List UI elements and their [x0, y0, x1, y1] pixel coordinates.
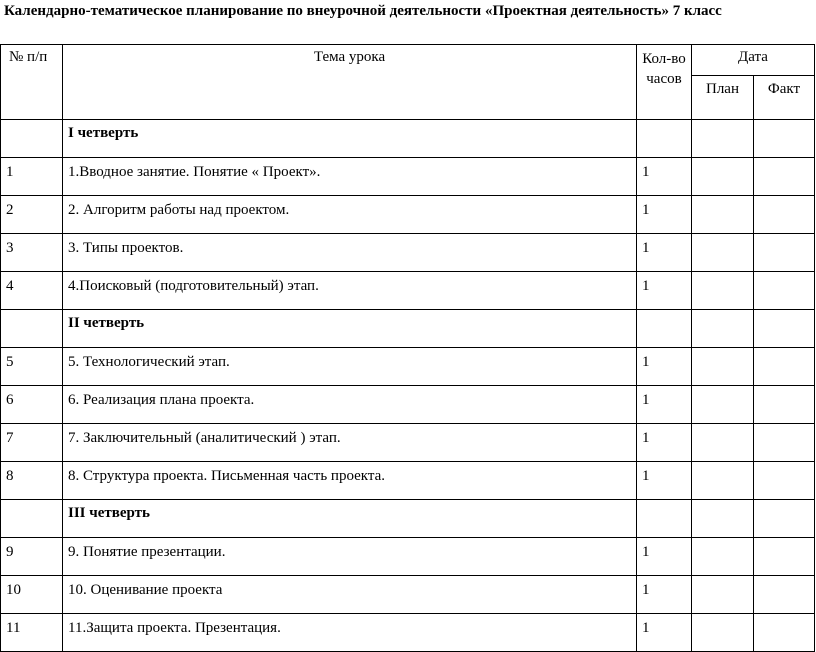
- row-number-cell: 7: [1, 424, 63, 462]
- fact-date-cell: [754, 234, 815, 272]
- fact-date-cell: [754, 158, 815, 196]
- lesson-theme-cell: 11.Защита проекта. Презентация.: [63, 614, 637, 652]
- row-number-cell: 4: [1, 272, 63, 310]
- plan-date-cell: [692, 120, 754, 158]
- hours-cell: 1: [637, 462, 692, 500]
- quarter-title-cell: III четверть: [63, 500, 637, 538]
- hours-cell: 1: [637, 538, 692, 576]
- plan-date-cell: [692, 310, 754, 348]
- plan-date-cell: [692, 196, 754, 234]
- row-number-cell: 1: [1, 158, 63, 196]
- fact-date-cell: [754, 196, 815, 234]
- table-body: [1, 120, 815, 652]
- header-num: № п/п: [1, 45, 63, 120]
- row-number-cell: 9: [1, 538, 63, 576]
- table-row: [1, 424, 815, 462]
- row-number-cell: [1, 120, 63, 158]
- fact-date-cell: [754, 500, 815, 538]
- plan-date-cell: [692, 158, 754, 196]
- plan-date-cell: [692, 462, 754, 500]
- table-row: [1, 272, 815, 310]
- hours-cell: 1: [637, 234, 692, 272]
- lesson-theme-cell: 9. Понятие презентации.: [63, 538, 637, 576]
- row-number-cell: [1, 310, 63, 348]
- row-number-cell: 5: [1, 348, 63, 386]
- table-row: [1, 614, 815, 652]
- fact-date-cell: [754, 120, 815, 158]
- hours-cell: [637, 120, 692, 158]
- hours-cell: [637, 500, 692, 538]
- plan-date-cell: [692, 538, 754, 576]
- plan-date-cell: [692, 348, 754, 386]
- header-plan: План: [692, 76, 754, 120]
- plan-date-cell: [692, 272, 754, 310]
- table-row: [1, 576, 815, 614]
- fact-date-cell: [754, 386, 815, 424]
- row-number-cell: [1, 500, 63, 538]
- lesson-theme-cell: 4.Поисковый (подготовительный) этап.: [63, 272, 637, 310]
- lesson-theme-cell: 10. Оценивание проекта: [63, 576, 637, 614]
- table-row: [1, 538, 815, 576]
- hours-cell: 1: [637, 272, 692, 310]
- table-row: [1, 158, 815, 196]
- quarter-title-cell: I четверть: [63, 120, 637, 158]
- quarter-row: [1, 500, 815, 538]
- fact-date-cell: [754, 348, 815, 386]
- lesson-theme-cell: 1.Вводное занятие. Понятие « Проект».: [63, 158, 637, 196]
- table-row: [1, 348, 815, 386]
- fact-date-cell: [754, 576, 815, 614]
- lesson-theme-cell: 3. Типы проектов.: [63, 234, 637, 272]
- plan-date-cell: [692, 500, 754, 538]
- lesson-theme-cell: 5. Технологический этап.: [63, 348, 637, 386]
- hours-cell: 1: [637, 348, 692, 386]
- hours-cell: 1: [637, 386, 692, 424]
- row-number-cell: 8: [1, 462, 63, 500]
- row-number-cell: 3: [1, 234, 63, 272]
- hours-cell: [637, 310, 692, 348]
- fact-date-cell: [754, 310, 815, 348]
- lesson-theme-cell: 7. Заключительный (аналитический ) этап.: [63, 424, 637, 462]
- hours-cell: 1: [637, 424, 692, 462]
- header-date: Дата: [692, 45, 815, 76]
- fact-date-cell: [754, 614, 815, 652]
- plan-date-cell: [692, 234, 754, 272]
- row-number-cell: 6: [1, 386, 63, 424]
- header-hours: Кол-во часов: [637, 45, 692, 120]
- plan-date-cell: [692, 386, 754, 424]
- fact-date-cell: [754, 538, 815, 576]
- fact-date-cell: [754, 424, 815, 462]
- hours-cell: 1: [637, 576, 692, 614]
- fact-date-cell: [754, 272, 815, 310]
- table-row: [1, 386, 815, 424]
- quarter-row: [1, 310, 815, 348]
- hours-cell: 1: [637, 196, 692, 234]
- header-theme: Тема урока: [63, 45, 637, 120]
- row-number-cell: 11: [1, 614, 63, 652]
- header-fact: Факт: [754, 76, 815, 120]
- fact-date-cell: [754, 462, 815, 500]
- plan-date-cell: [692, 614, 754, 652]
- planning-table: [0, 44, 815, 652]
- header-row: [1, 45, 815, 76]
- quarter-row: [1, 120, 815, 158]
- row-number-cell: 10: [1, 576, 63, 614]
- table-row: [1, 462, 815, 500]
- row-number-cell: 2: [1, 196, 63, 234]
- hours-cell: 1: [637, 158, 692, 196]
- hours-cell: 1: [637, 614, 692, 652]
- table-row: [1, 234, 815, 272]
- lesson-theme-cell: 8. Структура проекта. Письменная часть проекта.: [63, 462, 637, 500]
- plan-date-cell: [692, 424, 754, 462]
- plan-date-cell: [692, 576, 754, 614]
- document-title: Календарно-тематическое планирование по внеурочной деятельности «Проектная деятельность» 7 класс: [4, 3, 722, 19]
- table-row: [1, 196, 815, 234]
- lesson-theme-cell: 6. Реализация плана проекта.: [63, 386, 637, 424]
- quarter-title-cell: II четверть: [63, 310, 637, 348]
- lesson-theme-cell: 2. Алгоритм работы над проектом.: [63, 196, 637, 234]
